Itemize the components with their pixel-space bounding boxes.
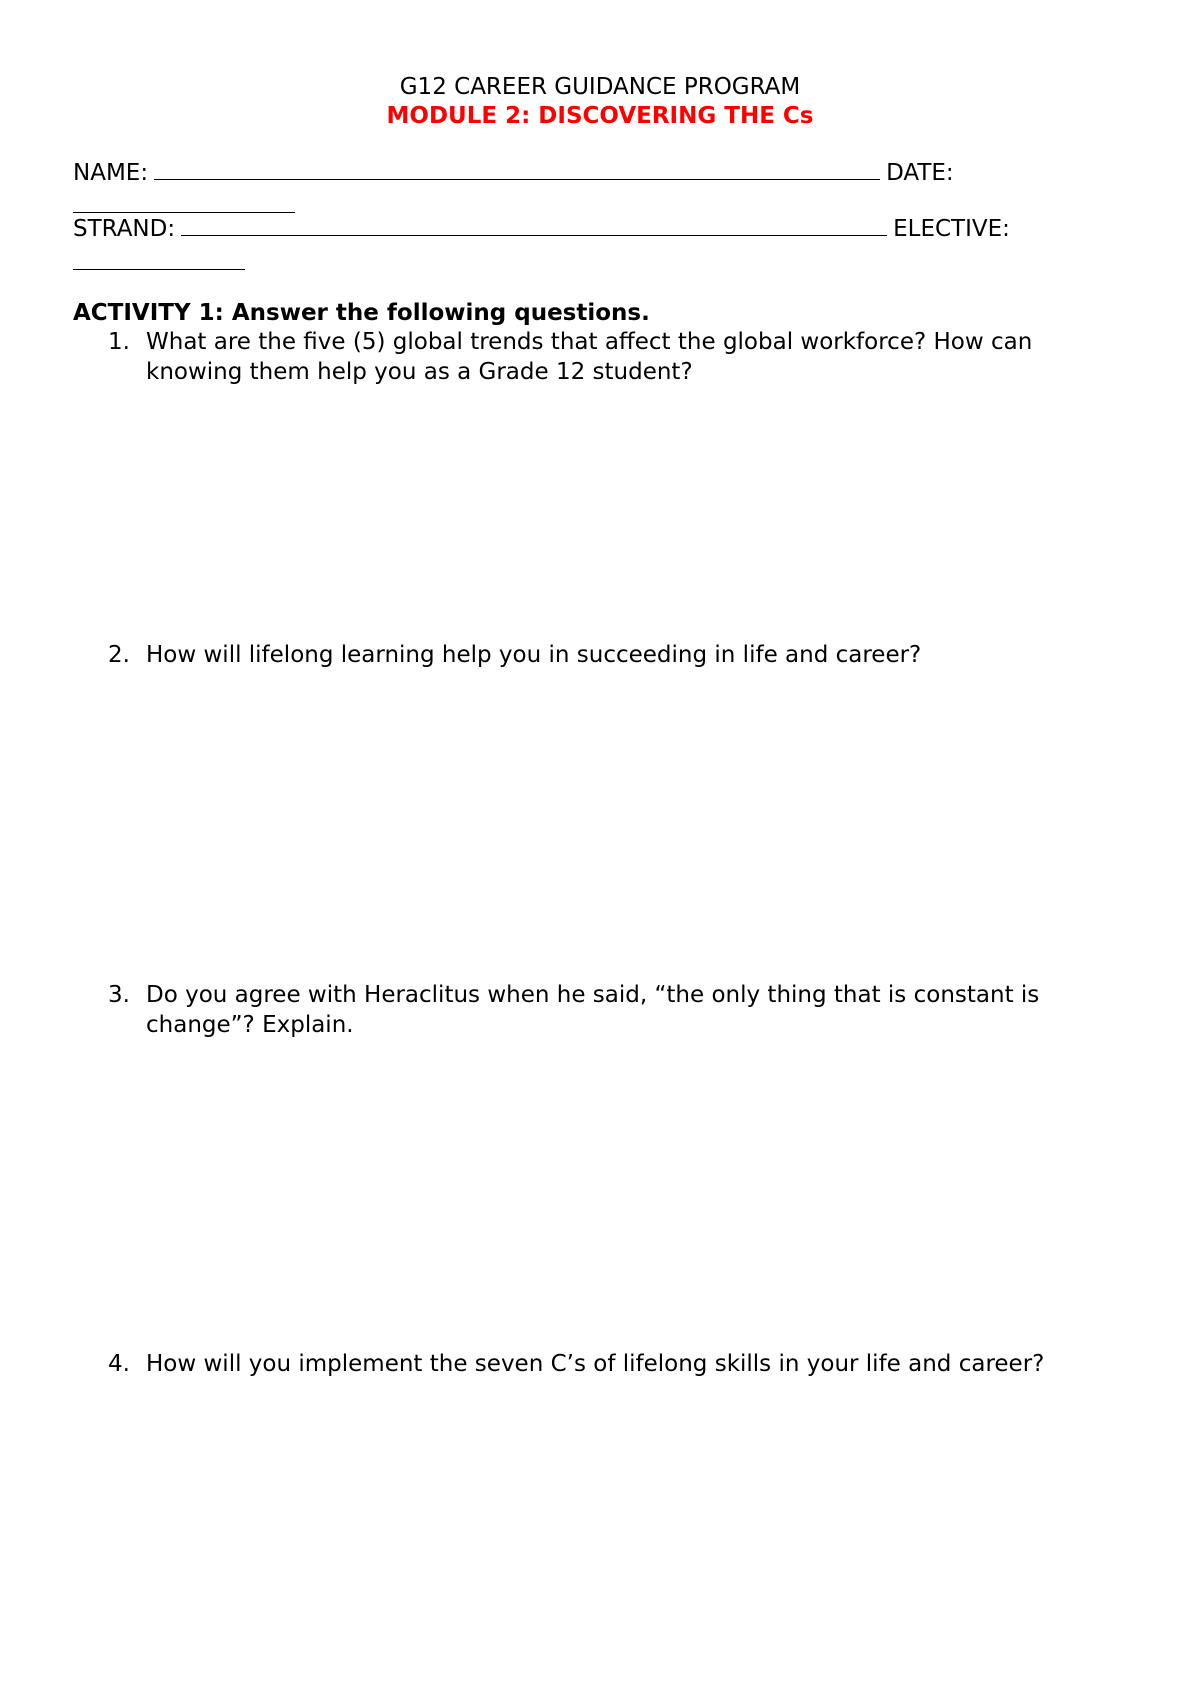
strand-blank [181, 217, 887, 236]
module-title: MODULE 2: DISCOVERING THE Cs [386, 103, 814, 129]
question-number: 2. [108, 642, 130, 668]
elective-blank [73, 268, 245, 270]
strand-elective-row [73, 214, 1010, 244]
strand-label: STRAND: [73, 216, 176, 242]
name-blank [154, 161, 880, 180]
date-label: DATE: [886, 160, 954, 186]
question-number: 1. [108, 329, 130, 355]
activity-heading: ACTIVITY 1: Answer the following questions. [73, 300, 650, 326]
question-2 [108, 640, 1118, 670]
question-text: What are the five (5) global trends that affect the global workforce? How can knowing them help you as a Grade 12 student? [146, 329, 1033, 385]
document-title: G12 CAREER GUIDANCE PROGRAM [399, 74, 801, 100]
question-text: Do you agree with Heraclitus when he said, “the only thing that is constant is change”? Explain. [146, 982, 1040, 1038]
question-number: 4. [108, 1351, 130, 1377]
question-3 [108, 980, 1118, 1040]
elective-label: ELECTIVE: [893, 216, 1010, 242]
question-text: How will lifelong learning help you in succeeding in life and career? [146, 642, 922, 668]
question-1 [108, 327, 1118, 387]
question-text: How will you implement the seven C’s of lifelong skills in your life and career? [146, 1351, 1045, 1377]
date-blank [73, 211, 295, 213]
question-4 [108, 1349, 1118, 1379]
name-label: NAME: [73, 160, 149, 186]
name-date-row [73, 158, 954, 188]
question-number: 3. [108, 982, 130, 1008]
